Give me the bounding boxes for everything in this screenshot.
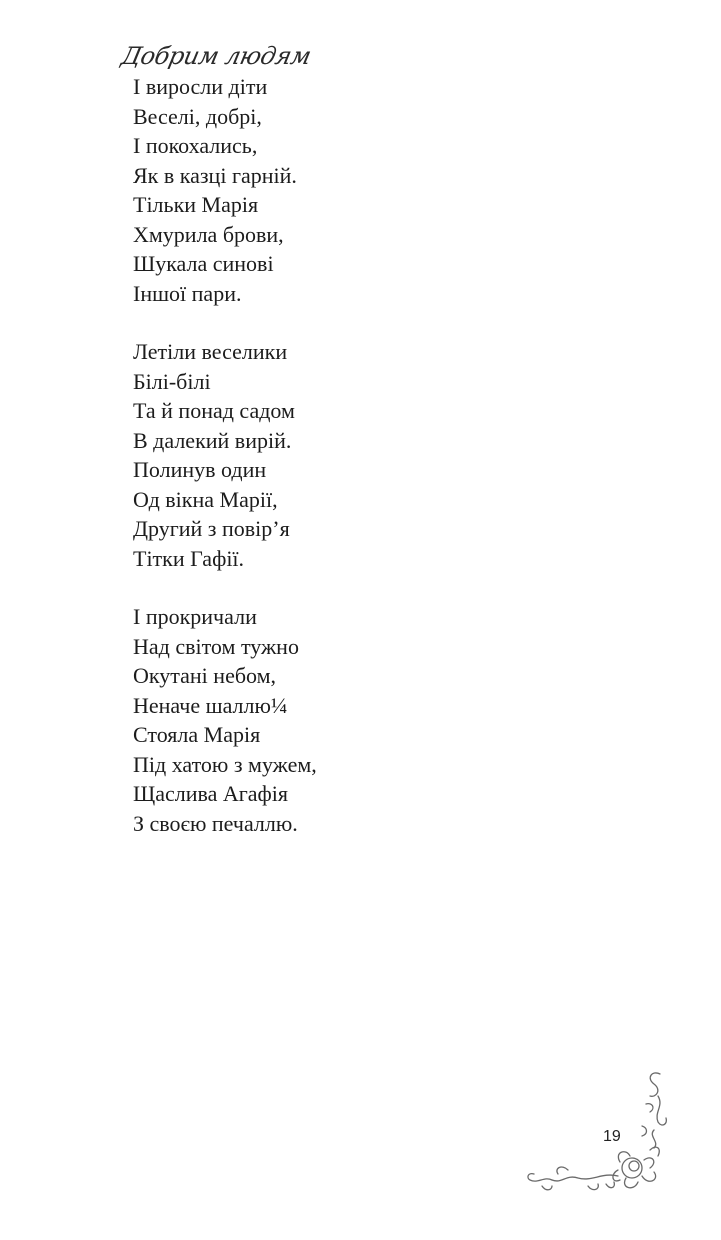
poem-line: Тітки Гафії. <box>133 545 245 571</box>
poem-line: Полинув один <box>133 457 267 482</box>
poem-line: Другий з повір’я <box>133 516 290 541</box>
poem-line: Іншої пари. <box>133 280 242 306</box>
poem-line: Білі-білі <box>133 368 211 394</box>
poem-line: Та й понад садом <box>133 398 295 423</box>
poem-line: В далекий вирій. <box>133 427 292 453</box>
poem-line: Неначе шаллю¼ <box>133 692 288 718</box>
poem-line: Од вікна Марії, <box>133 486 278 512</box>
poem-line: І виросли діти <box>133 74 268 99</box>
poem-line: І прокричали <box>133 604 257 629</box>
poem-line: Шукала синові <box>133 251 274 276</box>
poem-line: Щаслива Агафія <box>133 781 288 806</box>
stanza-3 <box>133 602 553 838</box>
poem-line: І покохались, <box>133 133 258 158</box>
floral-corner-ornament-icon <box>522 1066 672 1200</box>
running-header-title: Добрим людям <box>119 42 314 70</box>
poem-line: Як в казці гарній. <box>133 162 297 188</box>
poem-line: Над світом тужно <box>133 633 299 659</box>
poem-line: Тільки Марія <box>133 192 259 217</box>
poem <box>133 72 553 867</box>
stanza-1 <box>133 72 553 308</box>
poem-line: Летіли веселики <box>133 339 288 364</box>
poem-line: Веселі, добрі, <box>133 103 262 129</box>
page-number: 19 <box>603 1128 621 1145</box>
poem-line: Стояла Марія <box>133 722 261 747</box>
poem-line: Хмурила брови, <box>133 221 284 247</box>
poem-line: З своєю печаллю. <box>133 810 298 836</box>
poem-line: Окутані небом, <box>133 663 277 688</box>
stanza-2 <box>133 337 553 573</box>
poem-line: Під хатою з мужем, <box>133 751 317 777</box>
